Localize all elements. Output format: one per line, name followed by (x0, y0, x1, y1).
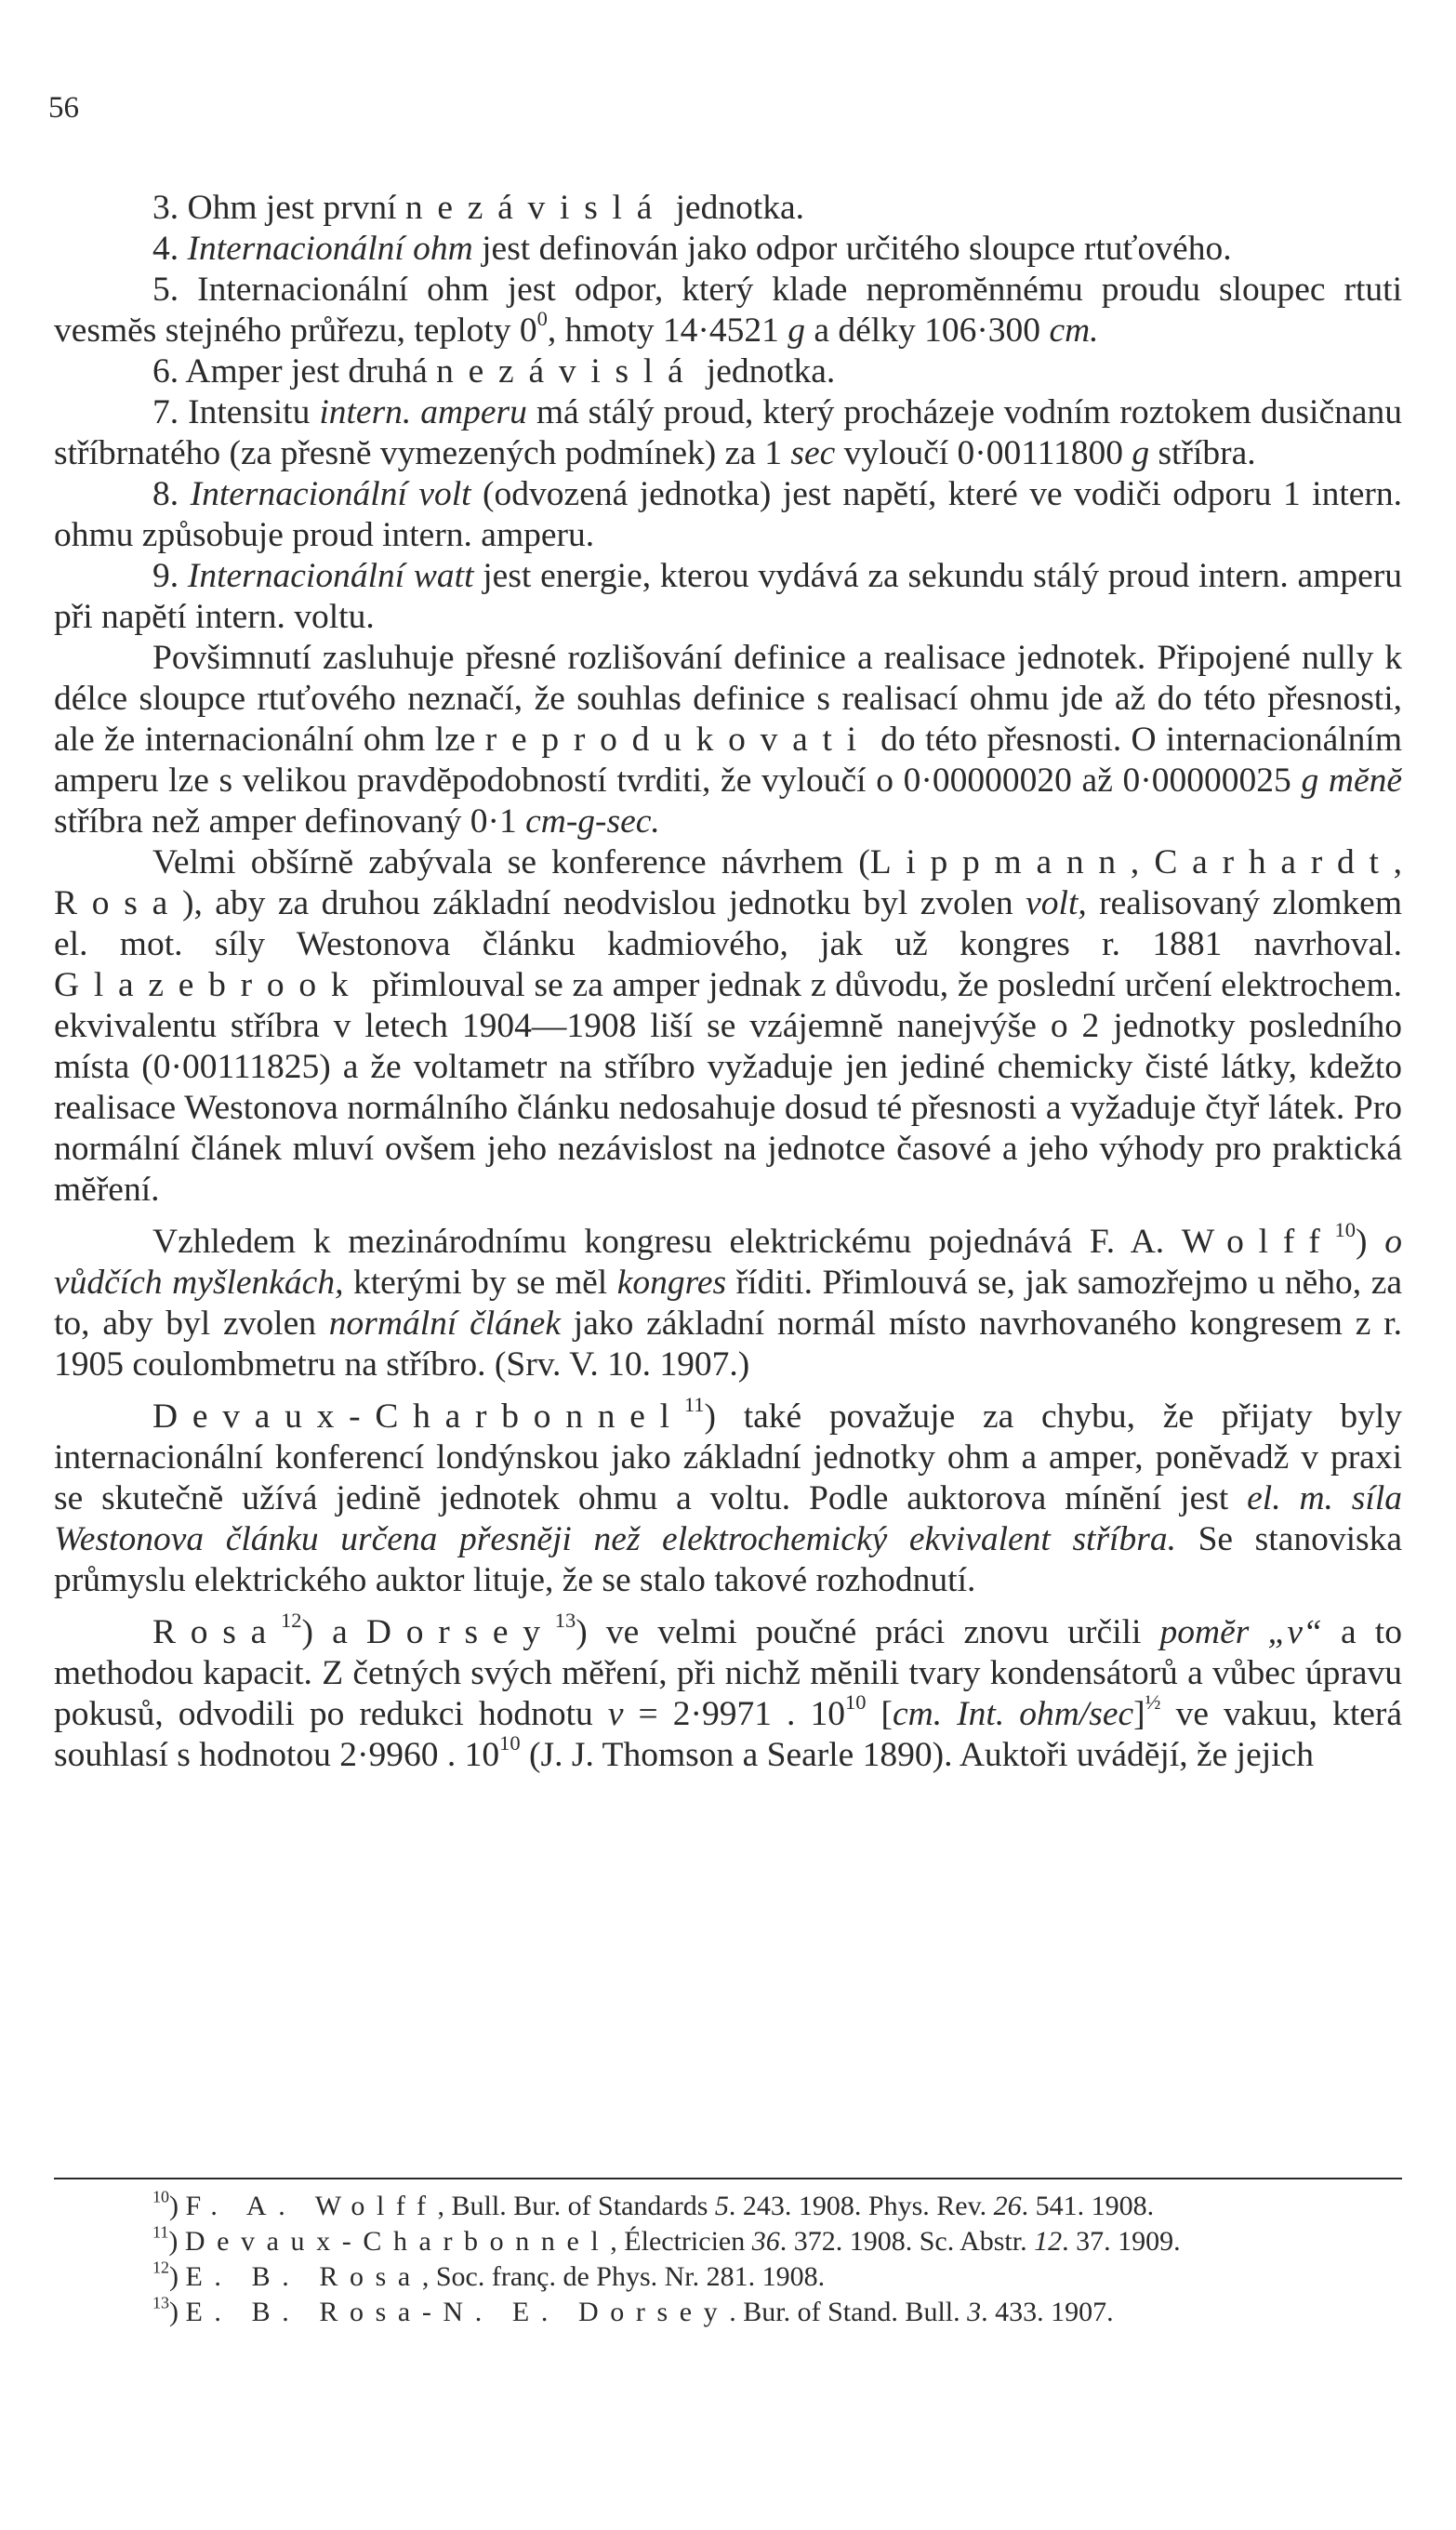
p3-text-b: , hmoty 14·4521 (547, 311, 788, 350)
p7-italic: Internacionální watt (187, 557, 474, 595)
p1-text-a: 3. Ohm jest první (152, 189, 405, 227)
p10-italic-h: normální článek (328, 1305, 561, 1343)
footnote-number: 11 (152, 2222, 169, 2242)
footnote-number: 13 (152, 2293, 169, 2312)
footnote-text-2: . 372. 1908. Sc. Abstr. (779, 2226, 1035, 2257)
footnote-author: E. B. Rosa-N. E. Dorsey (185, 2297, 730, 2327)
p12-name-dorsey: Dorsey (365, 1613, 555, 1651)
p12-name-rosa: Rosa (152, 1613, 281, 1651)
p12-text-l: ve vakuu, která souhlasí s hodnotou 2·9960 . 10 (54, 1695, 1403, 1774)
p12-var-v: v (607, 1695, 624, 1733)
footnote-text: , Soc. franç. de Phys. Nr. 281. 1908. (421, 2261, 826, 2292)
p10-sup: 10 (1334, 1218, 1357, 1242)
p10-text-a: Vzhledem k mezinárodnímu kongresu elektrickému pojednává F. A. (152, 1223, 1182, 1261)
p9-text-g: ), aby za druhou základní neodvislou jednotku byl zvolen (182, 884, 1026, 922)
p12-bracket-open: [ (866, 1695, 893, 1733)
footnote-text: . Bur. of Stand. Bull. (729, 2297, 968, 2327)
p12-text-b: ) a (301, 1613, 366, 1651)
footnotes (54, 2189, 1402, 2330)
p4-text-a: 6. Amper jest druhá (152, 352, 437, 391)
p2-italic: Internacionální ohm (187, 230, 473, 268)
p6-text-a: 8. (152, 475, 191, 513)
footnote-volume-2: 12 (1034, 2226, 1063, 2257)
p10-italic-f: kongres (616, 1264, 727, 1302)
p9-name-lippmann: Lippmann (869, 843, 1131, 881)
footnote-author: F. A. Wolff (185, 2191, 438, 2221)
p5-text-d: vyloučí 0·00111800 (835, 434, 1132, 472)
p12-sup-1: 12 (281, 1609, 302, 1633)
p9-italic-volt: volt, (1026, 884, 1087, 922)
p5-unit-sec: sec (790, 434, 836, 472)
paragraph-11 (54, 1393, 1402, 1601)
p10-text-g: říditi. Přimlouvá se, jak samozřejmo u nĕho, za to, aby byl zvolen (54, 1264, 1402, 1343)
p8-text-c: do této přesnosti. O internacionálním amperu lze s velikou pravdĕpodobností tvrditi, že vyloučí o 0·00000020 až 0·00000025 (54, 721, 1402, 800)
paragraph-4 (54, 351, 1402, 392)
footnote-author: E. B. Rosa (185, 2261, 422, 2292)
body-text (54, 188, 1402, 1776)
paragraph-2 (54, 229, 1402, 270)
p3-sup: 0 (536, 307, 548, 331)
paragraph-6 (54, 474, 1402, 556)
p3-unit-g: g (788, 311, 805, 350)
paragraph-5 (54, 392, 1402, 474)
p10-italic-d: o vůdčích myšlenkách, (54, 1223, 1402, 1302)
p5-text-a: 7. Intensitu (152, 393, 320, 431)
p3-text-a: 5. Internacionální ohm jest odpor, který klade nepromĕnnému proudu sloupec rtuti vesmĕs stejného průřezu, teploty 0 (54, 271, 1402, 350)
paragraph-1 (54, 188, 1402, 229)
p9-text-a: Velmi obšírnĕ zabývala se konference návrhem ( (152, 843, 870, 881)
p10-text-i: jako základní normál místo navrhovaného kongresem z r. 1905 coulombmetru na stříbro. (Srv. V. 10. 1907.) (54, 1305, 1402, 1384)
p9-sep-2: , (1393, 843, 1402, 881)
p12-bracket-close: ] (1133, 1695, 1145, 1733)
paragraph-7 (54, 556, 1402, 638)
footnote-text-2: . 243. 1908. Phys. Rev. (728, 2191, 994, 2221)
p9-sep-1: , (1130, 843, 1155, 881)
p1-spaced: nezávislá (404, 189, 668, 227)
p12-sup-4: 10 (499, 1731, 521, 1755)
footnote-volume: 5 (714, 2191, 729, 2221)
p8-text-a: Povšimnutí zasluhuje přesné rozlišování definice a realisace jednotek. Připojené nully k délce sloupce rtuťového neznačí, že souhlas definice s realisací ohmu jde až do této přesnosti, ale že internacionální ohm lze (54, 639, 1402, 759)
p5-text-e: stříbra. (1149, 434, 1256, 472)
p12-text-f: a to methodou kapacit. Z četných svých mĕření, při nichž mĕnili tvary kondensátorů a vůbec úpravu pokusů, odvodili po redukci hodnotu (54, 1613, 1402, 1733)
p6-text-c: (odvozená jednotka) jest napĕtí, které ve vodiči odporu 1 intern. ohmu způsobuje proud intern. amperu. (54, 475, 1403, 554)
p7-text-c: jest energie, kterou vydává za sekundu stálý proud intern. amperu při napĕtí intern. voltu. (54, 557, 1402, 636)
p9-name-glazebrook: Glazebrook (54, 966, 364, 1004)
p10-text-c: ) (1356, 1223, 1385, 1261)
p12-sup-3: 10 (844, 1690, 867, 1715)
p12-text-d: ) ve velmi poučné práci znovu určili (576, 1613, 1160, 1651)
p9-name-carhardt: Carhardt (1154, 843, 1394, 881)
p8-italic-d: g mĕnĕ (1301, 762, 1402, 800)
p5-unit-g: g (1132, 434, 1150, 472)
footnote-text-3: . 541. 1908. (1021, 2191, 1155, 2221)
p10-text-e: kterými by se mĕl (343, 1264, 617, 1302)
p12-exponent-half: ½ (1145, 1690, 1161, 1715)
p3-text-c: a délky 106·300 (804, 311, 1050, 350)
p11-sup: 11 (683, 1393, 705, 1417)
footnote-number: 10 (152, 2187, 169, 2206)
paragraph-3 (54, 270, 1402, 351)
footnote-text-3: . 37. 1909. (1062, 2226, 1181, 2257)
p12-italic-e: pomĕr „v“ (1159, 1613, 1322, 1651)
p9-name-rosa: Rosa (54, 884, 182, 922)
p11-italic-c: el. m. síla Westonova článku určena přesnĕji než elektrochemický ekvivalent stříbra. (54, 1479, 1402, 1558)
p8-spaced: reprodukovati (484, 721, 871, 759)
p3-unit-cm: cm. (1049, 311, 1099, 350)
footnote-volume: 3 (967, 2297, 982, 2327)
footnote-rule (54, 2178, 1402, 2179)
p8-italic-f: cm-g-sec. (525, 802, 660, 841)
p10-name-wolff: Wolff (1181, 1223, 1335, 1261)
footnote-text: , Électricien (610, 2226, 752, 2257)
footnote-author: Devaux-Charbonnel (184, 2226, 611, 2257)
footnote-volume: 36 (751, 2226, 780, 2257)
paragraph-12 (54, 1609, 1403, 1776)
footnote-11: $^{11}$) Devaux-Charbonnel, Électricien 36. 372. 1908. Sc. Abstr. 12. 37. 1909. (152, 2222, 1181, 2257)
p11-text-d: Se stanoviska průmyslu elektrického auktor lituje, že se stalo takové rozhodnutí. (54, 1520, 1402, 1599)
p7-text-a: 9. (152, 557, 188, 595)
p4-text-c: jednotka. (697, 352, 836, 391)
p12-italic-unit: cm. Int. ohm/sec (893, 1695, 1134, 1733)
p8-text-e: stříbra než amper definovaný 0·1 (54, 802, 526, 841)
p2-text-c: jest definován jako odpor určitého sloupce rtuťového. (472, 230, 1232, 268)
p1-text-c: jednotka. (667, 189, 805, 227)
paragraph-10 (54, 1218, 1402, 1385)
footnote-text-2: . 433. 1907. (981, 2297, 1114, 2327)
p11-name-devaux: Devaux-Charbonnel (152, 1397, 684, 1436)
paragraph-8 (54, 638, 1402, 842)
footnote-12: $^{12}$) E. B. Rosa, Soc. franç. de Phys. Nr. 281. 1908. (152, 2258, 826, 2292)
p9-text-i: realisovaný zlomkem el. mot. síly Westonova článku kadmiového, jak už kongres r. 1881 navrhoval. (54, 884, 1402, 963)
p2-text-a: 4. (152, 230, 188, 268)
p6-italic: Internacionální volt (190, 475, 471, 513)
p5-italic: intern. amperu (319, 393, 527, 431)
footnote-number: 12 (152, 2258, 169, 2277)
p5-text-c: má stálý proud, který procházeje vodním roztokem dusičnanu stříbrnatého (za přesnĕ vymezených podmínek) za 1 (54, 393, 1402, 472)
footnote-volume-2: 26 (993, 2191, 1022, 2221)
footnote-10: $^{10}$) F. A. Wolff, Bull. Bur. of Standards 5. 243. 1908. Phys. Rev. 26. 541. 1908. (152, 2187, 1155, 2221)
p9-text-k: přimlouval se za amper jednak z důvodu, že poslední určení elektrochem. ekvivalentu stříbra v letech 1904—1908 liší se vzájemnĕ nanejvýše o 2 jednotky posledního místa (0·00111825) a že voltametr na stříbro vyžaduje jen jediné chemicky čisté látky, kdežto realisace Westonova normálního článku nedosahuje dosud té přesnosti a vyžaduje čtyř látek. Pro normální článek mluví ovšem jeho nezávislost na jednotce časové a jeho výhody pro praktická mĕření. (54, 966, 1402, 1209)
paragraph-9 (54, 842, 1402, 1211)
p12-sup-2: 13 (554, 1609, 576, 1633)
p11-text-b: ) také považuje za chybu, že přijaty byly internacionální konferencí londýnskou jako základní jednotky ohm a amper, ponĕvadž v praxi se skutečnĕ užívá jedinĕ jednotek ohmu a voltu. Podle auktorova mínĕní jest (54, 1397, 1402, 1517)
footnote-13: $^{13}$) E. B. Rosa-N. E. Dorsey. Bur. of Stand. Bull. 3. 433. 1907. (152, 2293, 1114, 2327)
page-number: 56 (48, 91, 79, 125)
p4-spaced: nezávislá (436, 352, 698, 391)
footnote-text: , Bull. Bur. of Standards (437, 2191, 715, 2221)
p12-text-h: = 2·9971 . 10 (623, 1695, 845, 1733)
p12-text-m: (J. J. Thomson a Searle 1890). Auktoři uvádĕjí, že jejich (520, 1736, 1314, 1774)
